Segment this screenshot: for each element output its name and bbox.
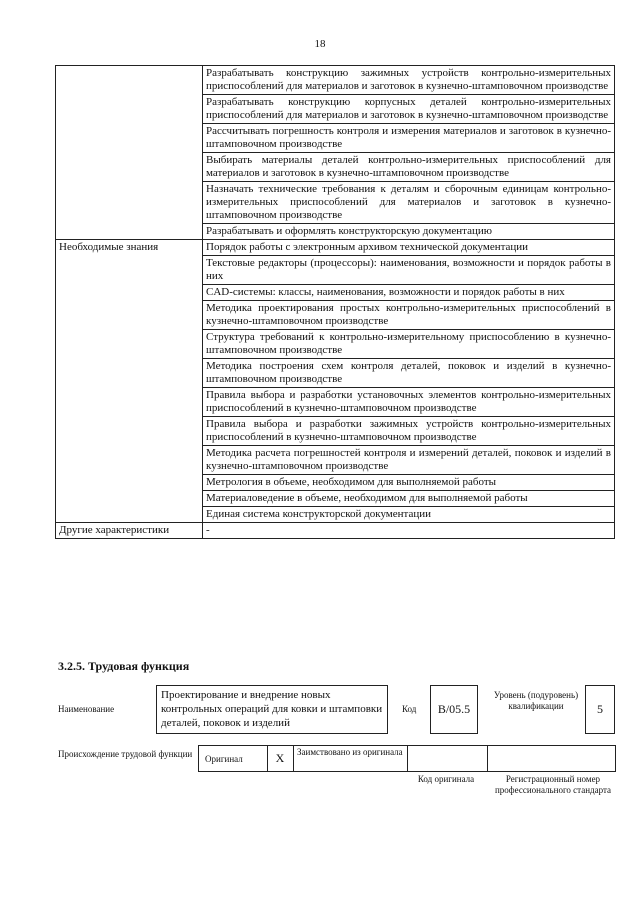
row-description-cell: Разрабатывать и оформлять конструкторскую документацию [203,224,615,240]
row-category-cell [56,224,203,240]
row-category-cell [56,475,203,491]
row-description-cell: Рассчитывать погрешность контроля и измерения материалов и заготовок в кузнечно-штамповочном производстве [203,124,615,153]
row-category-cell [56,330,203,359]
row-description-cell: Материаловедение в объеме, необходимом для выполняемой работы [203,491,615,507]
original-label: Оригинал [205,754,243,764]
row-description-cell: CAD-системы: классы, наименования, возможности и порядок работы в них [203,285,615,301]
row-description-cell: Разрабатывать конструкцию зажимных устройств контрольно-измерительных приспособлений для материалов и заготовок в кузнечно-штамповочном производстве [203,66,615,95]
row-category-cell [56,491,203,507]
row-category-cell: Необходимые знания [56,240,203,256]
table-row [56,301,615,330]
row-category-cell [56,388,203,417]
row-category-cell [56,66,203,95]
function-name-field: Проектирование и внедрение новых контрольных операций для ковки и штамповки деталей, поковок и изделий [156,685,388,734]
original-mark: X [267,746,294,771]
row-category-cell [56,153,203,182]
table-row [56,523,615,539]
row-description-cell: Разрабатывать конструкцию корпусных деталей контрольно-измерительных приспособлений для материалов и заготовок в кузнечно-штамповочном производстве [203,95,615,124]
qualification-level-field: 5 [585,685,615,734]
row-category-cell [56,95,203,124]
row-category-cell [56,359,203,388]
row-category-cell [56,124,203,153]
table-row [56,240,615,256]
origin-row [198,745,616,772]
row-description-cell: Порядок работы с электронным архивом технической документации [203,240,615,256]
row-description-cell: Правила выбора и разработки установочных элементов контрольно-измерительных приспособлений в кузнечно-штамповочном производстве [203,388,615,417]
row-description-cell: Единая система конструкторской документации [203,507,615,523]
table-row [56,285,615,301]
function-code-field: B/05.5 [430,685,478,734]
row-description-cell: Методика расчета погрешностей контроля и измерений деталей, поковок и изделий в кузнечно-штамповочном производстве [203,446,615,475]
table-row [56,182,615,224]
table-row [56,475,615,491]
name-label: Наименование [58,704,115,714]
row-description-cell: Методика построения схем контроля деталей, поковок и изделий в кузнечно-штамповочном производстве [203,359,615,388]
table-row [56,256,615,285]
table-row [56,359,615,388]
row-category-cell [56,182,203,224]
row-category-cell [56,285,203,301]
row-description-cell: Метрология в объеме, необходимом для выполняемой работы [203,475,615,491]
row-category-cell: Другие характеристики [56,523,203,539]
section-title: 3.2.5. Трудовая функция [58,659,190,673]
table-row [56,153,615,182]
borrowed-label: Заимствовано из оригинала [297,747,403,757]
row-description-cell: Выбирать материалы деталей контрольно-измерительных приспособлений для материалов и заготовок в кузнечно-штамповочном производстве [203,153,615,182]
table-row [56,330,615,359]
level-label: Уровень (подуровень) квалификации [493,690,579,711]
skills-knowledge-table [55,65,615,539]
reg-number-cell [487,746,615,771]
row-category-cell [56,446,203,475]
origin-code-label: Код оригинала [417,774,475,784]
table-row [56,124,615,153]
row-category-cell [56,301,203,330]
table-row [56,446,615,475]
row-category-cell [56,256,203,285]
table-row [56,224,615,240]
row-description-cell: Методика проектирования простых контрольно-измерительных приспособлений в кузнечно-штамповочном производстве [203,301,615,330]
row-description-cell: Правила выбора и разработки зажимных устройств контрольно-измерительных приспособлений в кузнечно-штамповочном производстве [203,417,615,446]
reg-number-label: Регистрационный номер профессионального стандарта [494,774,612,795]
table-row [56,507,615,523]
row-description-cell: Структура требований к контрольно-измерительному приспособлению в кузнечно-штамповочном производстве [203,330,615,359]
table-row [56,388,615,417]
row-description-cell: - [203,523,615,539]
code-label: Код [402,704,417,714]
row-description-cell: Назначать технические требования к деталям и сборочным единицам контрольно-измерительных приспособлений для материалов и заготовок в кузнечно-штамповочном производстве [203,182,615,224]
table-row [56,95,615,124]
row-category-cell [56,417,203,446]
origin-code-cell [407,746,488,771]
origin-label: Происхождение трудовой функции [58,749,193,759]
page-number: 18 [314,38,326,50]
table-row [56,417,615,446]
row-category-cell [56,507,203,523]
table-row [56,66,615,95]
row-description-cell: Текстовые редакторы (процессоры): наименования, возможности и порядок работы в них [203,256,615,285]
table-row [56,491,615,507]
